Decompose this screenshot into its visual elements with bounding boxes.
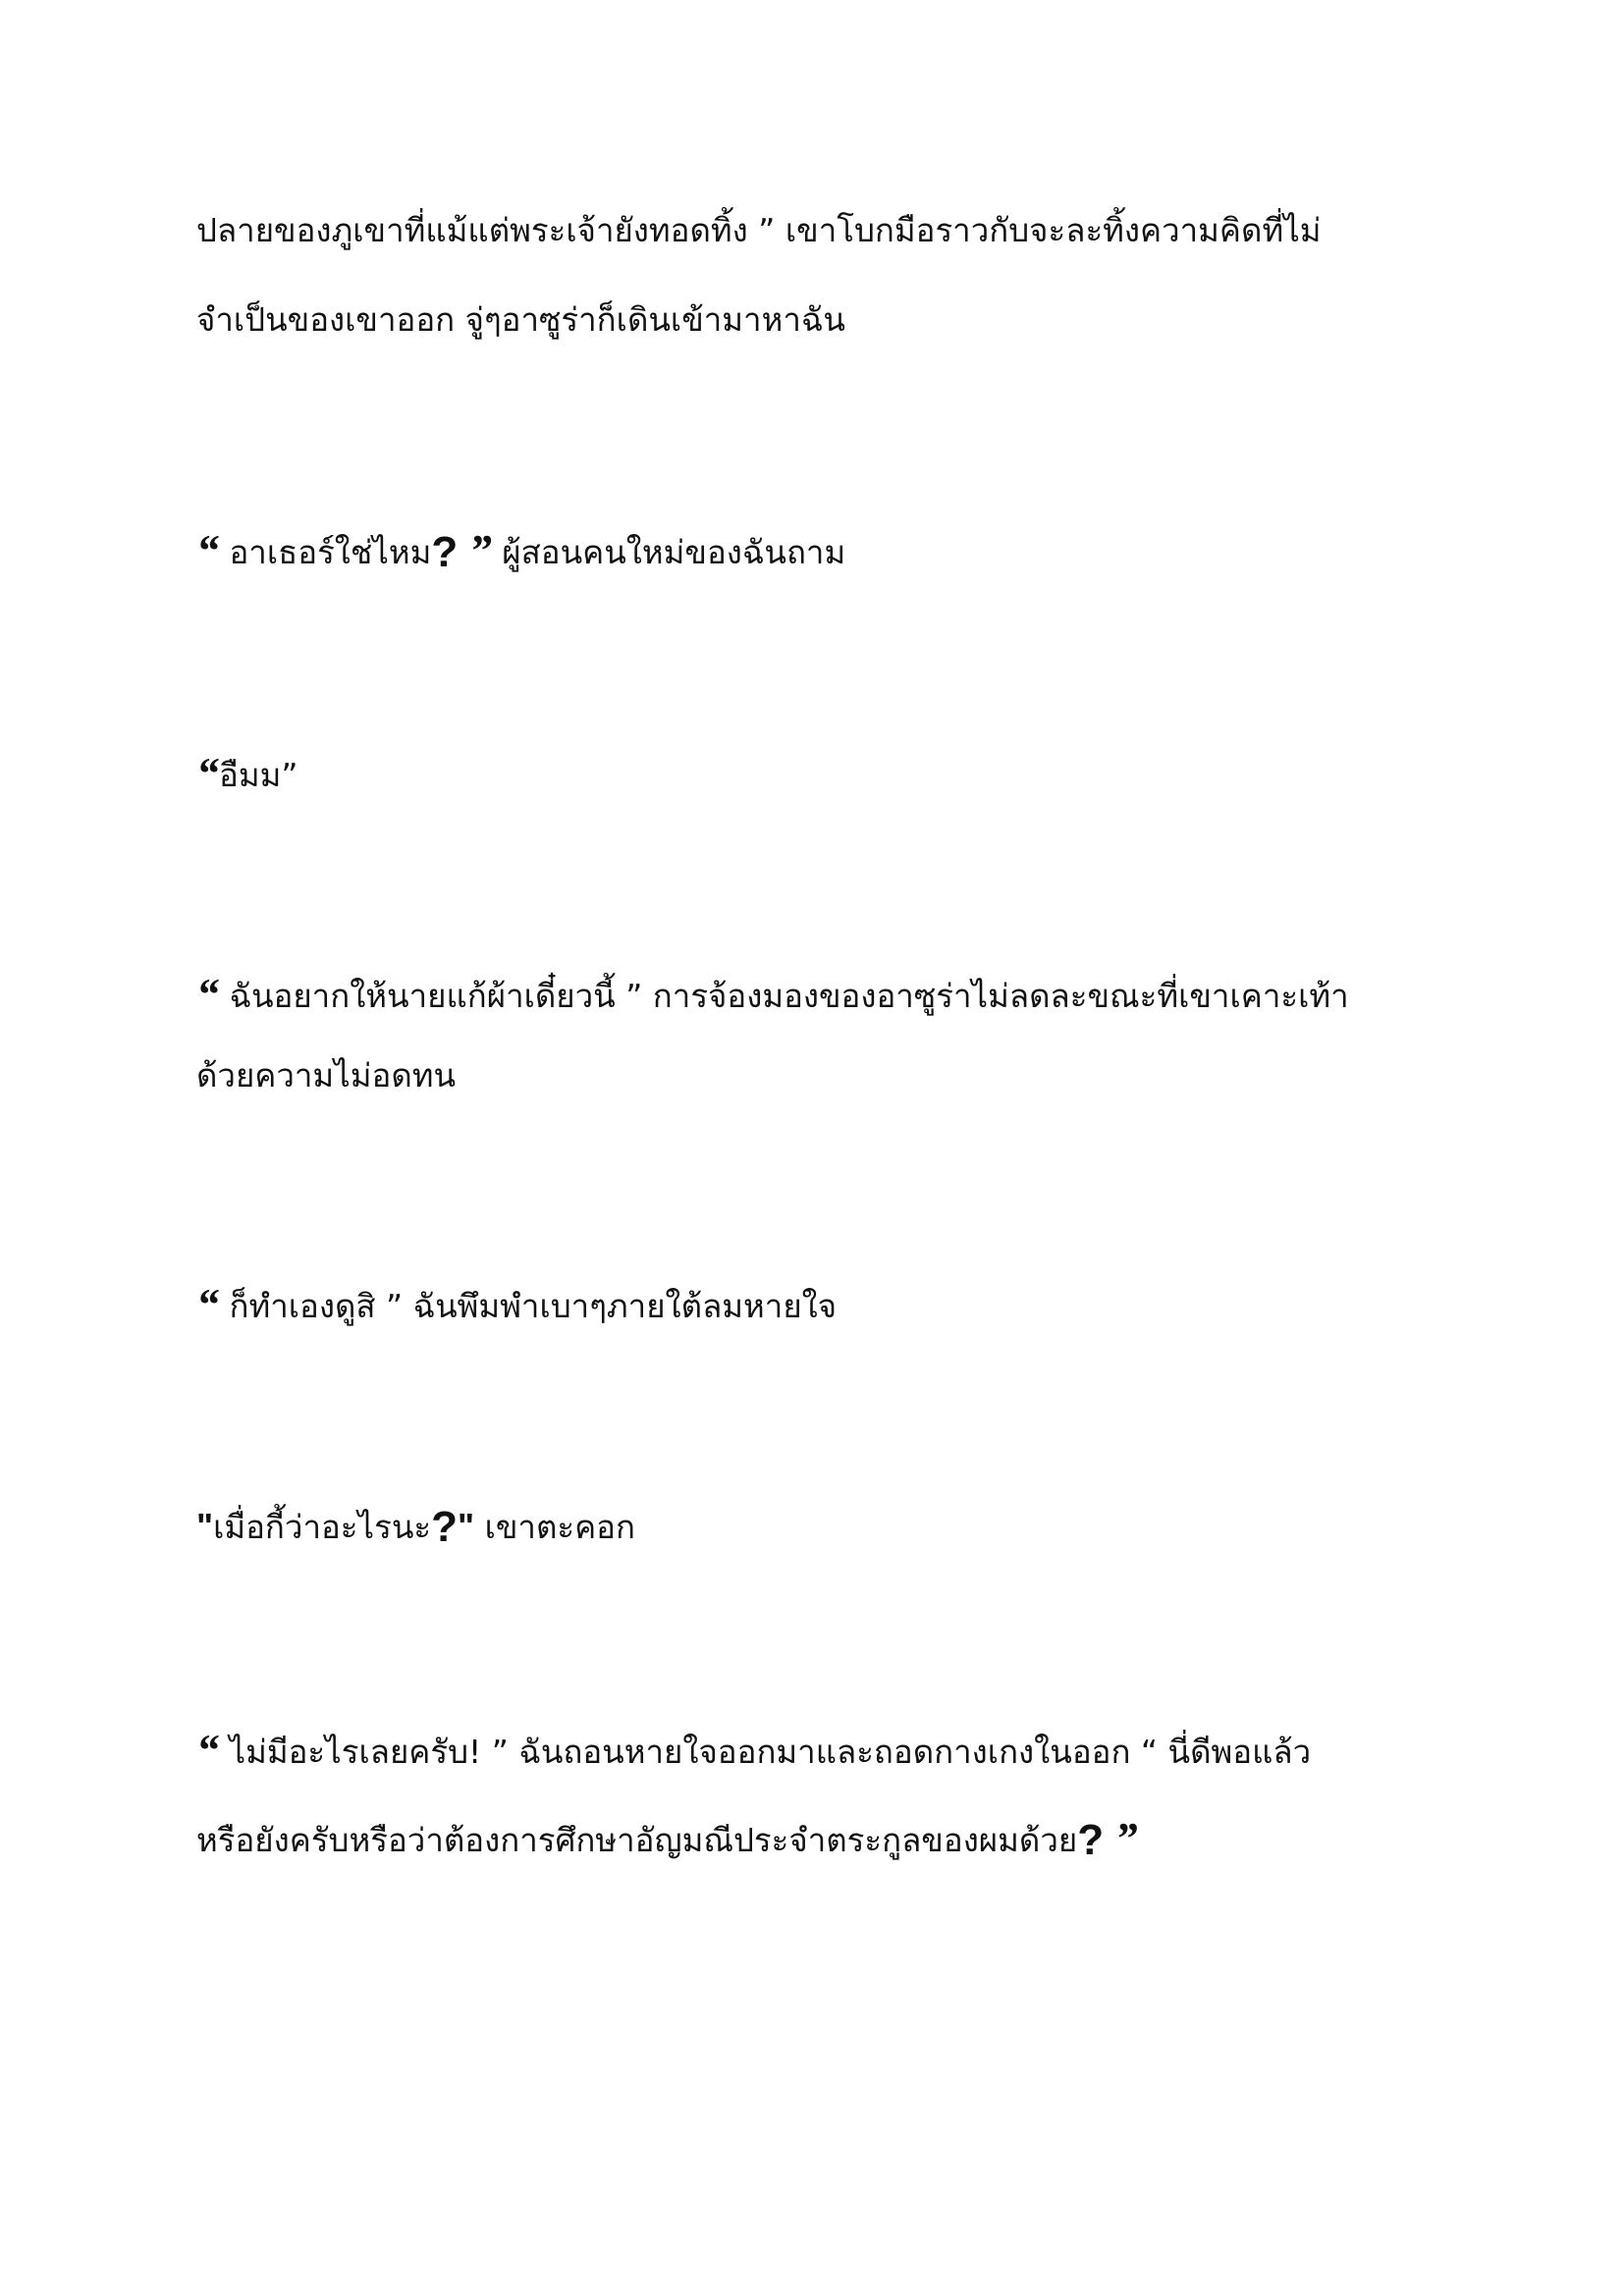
question-mark: ?: [431, 1503, 459, 1551]
line-text: ผู้สอนคนใหม่ของฉันถาม: [491, 533, 846, 571]
line-text: ไม่มีอะไรเลยครับ! ” ฉันถอนหายใจออกมาและถอดกางเกงในออก “ นี่ดีพอแล้ว: [219, 1733, 1312, 1771]
close-quote: ”: [1104, 1813, 1138, 1863]
text-line: [196, 300, 845, 339]
line-text: ปลายของภูเขาที่แม้แต่พระเจ้ายังทอดทิ้ง ” เขาโบกมือราวกับจะละทิ้งความคิดที่ไม่: [196, 211, 1322, 249]
line-text: อาเธอร์ใช่ไหม: [219, 533, 432, 571]
line-text: ด้วยความไม่อดทน: [196, 1056, 457, 1095]
line-text: ก็ทำเองดูสิ ” ฉันพึมพำเบาๆภายใต้ลมหายใจ: [219, 1287, 838, 1325]
close-quote: ”: [458, 525, 492, 575]
text-line: [196, 1056, 457, 1095]
dialogue-line: [196, 525, 846, 576]
open-quote: “: [196, 1279, 219, 1329]
dialogue-line: [196, 969, 1349, 1019]
dialogue-line: [196, 748, 298, 798]
question-mark: ?: [1077, 1816, 1105, 1864]
open-quote: “: [196, 1725, 219, 1775]
dialogue-line: [196, 1813, 1138, 1864]
dialogue-line: [196, 1725, 1312, 1775]
line-text: จำเป็นของเขาออก จู่ๆอาซูร่าก็เดินเข้ามาหาฉัน: [196, 300, 845, 339]
open-quote: “: [196, 969, 219, 1019]
line-text: เมื่อกี้ว่าอะไรนะ: [213, 1508, 432, 1546]
text-line: [196, 211, 1322, 249]
line-text: อืมม”: [219, 756, 298, 794]
open-quote: ": [196, 1506, 214, 1546]
question-mark: ?: [431, 528, 459, 576]
line-text: เขาตะคอก: [474, 1508, 635, 1546]
open-quote: “: [196, 525, 219, 575]
close-quote: ": [458, 1506, 475, 1546]
dialogue-line: [196, 1279, 838, 1329]
line-text: ฉันอยากให้นายแก้ผ้าเดี๋ยวนี้ ” การจ้องมองของอาซูร่าไม่ลดละขณะที่เขาเคาะเท้า: [219, 977, 1349, 1015]
open-quote: “: [196, 748, 219, 798]
line-text: หรือยังครับหรือว่าต้องการศึกษาอัญมณีประจำตระกูลของผมด้วย: [196, 1821, 1078, 1859]
dialogue-line: [196, 1503, 635, 1551]
